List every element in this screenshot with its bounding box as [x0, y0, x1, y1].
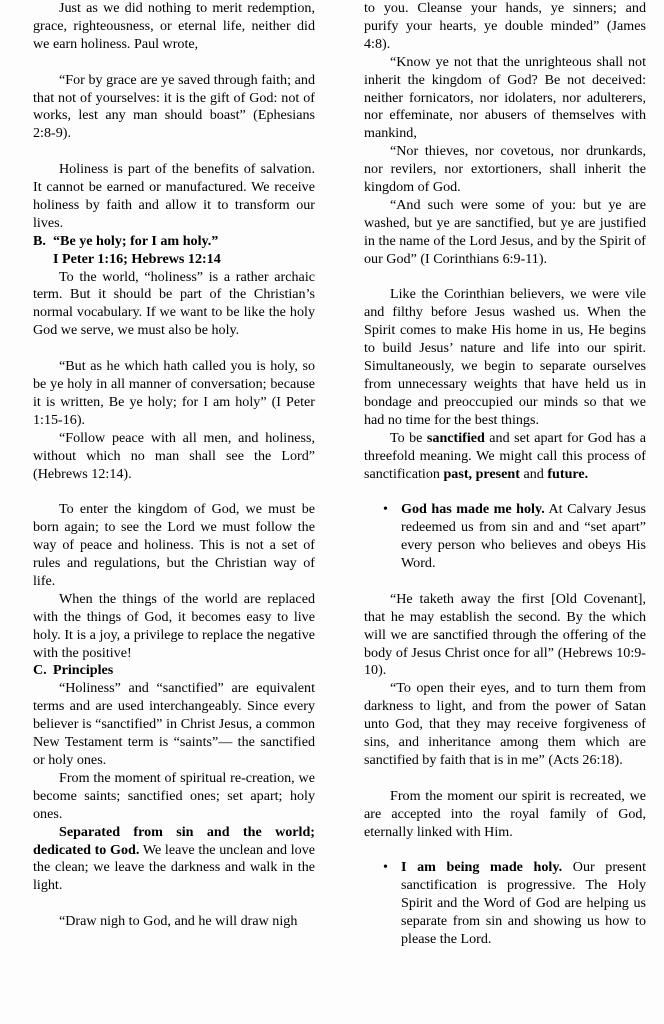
bullet-bold-lead: I am being made holy.	[401, 859, 563, 876]
heading-c-marker: C.	[33, 662, 47, 679]
heading-b-title-row	[33, 232, 315, 251]
text-run: and set apart for God has a threefold meaning. We might call this process of sanctification	[364, 429, 646, 482]
left-text-column	[33, 0, 315, 931]
bullet-bold-lead: God has made me holy.	[401, 501, 545, 518]
paragraph-rest: We leave the unclean and love the clean; we leave the darkness and walk in the light.	[33, 841, 315, 894]
scripture-quote: “But as he which hath called you is holy, so be ye holy in all manner of conversation; because it is written, Be ye holy; for I am holy” (I Peter 1:15-16).	[33, 358, 315, 428]
scripture-quote: “To open their eyes, and to turn them from darkness to light, and from the power of Satan unto God, that they may receive forgiveness of sins, and inheritance among them which are sanctified by faith that is in me” (Acts 26:18).	[364, 680, 646, 769]
heading-c-title-row	[33, 662, 315, 680]
scripture-quote: “And such were some of you: but ye are washed, but ye are sanctified, but ye are justified in the name of the Lord Jesus, and by the Spirit of our God” (I Corinthians 6:9-11).	[364, 196, 646, 267]
paragraph: Just as we did nothing to merit redemption, grace, righteousness, or eternal life, neither did we earn holiness. Paul wrote,	[33, 0, 315, 52]
section-heading-c	[33, 662, 315, 680]
scripture-quote: “He taketh away the first [Old Covenant], that he may establish the second. By the which will we are sanctified through the offering of the body of Jesus Christ once for all” (Hebrews 10:9-10).	[364, 590, 646, 679]
scripture-quote: “For by grace are ye saved through faith; and that not of yourselves: it is the gift of God: not of works, lest any man should boast” (Ephesians 2:8-9).	[33, 71, 315, 142]
scripture-quote: “Follow peace with all men, and holiness, without which no man shall see the Lord” (Hebrews 12:14).	[33, 429, 315, 482]
paragraph: To the world, “holiness” is a rather archaic term. But it should be part of the Christian’s normal vocabulary. If we want to be like the holy God we serve, we must also be holy.	[33, 268, 315, 339]
bullet-list-item	[383, 859, 647, 949]
bold-run-sanctified: sanctified	[426, 429, 485, 446]
heading-b-subtitle: I Peter 1:16; Hebrews 12:14	[53, 250, 221, 267]
paragraph: Holiness is part of the benefits of salvation. It cannot be earned or manufactured. We receive holiness by faith and allow it to transform our lives.	[33, 161, 315, 231]
paragraph: From the moment our spirit is recreated, we are accepted into the royal family of God, eternally linked with Him.	[364, 787, 646, 840]
bullet-text: Our present sanctification is progressive. The Holy Spirit and the Word of God are helping us separate from sin and showing us how to please the Lord.	[401, 859, 647, 948]
right-text-column	[364, 0, 646, 949]
heading-b-marker: B.	[33, 232, 46, 249]
text-run: and	[519, 465, 548, 482]
heading-c-title: Principles	[53, 662, 114, 679]
bullet-list-item	[383, 501, 647, 573]
bullet-point-icon: •	[383, 859, 388, 876]
text-run: To be	[390, 429, 427, 446]
scripture-quote-continued: to you. Cleanse your hands, ye sinners; and purify your hearts, ye double minded” (James 4:8).	[364, 0, 646, 52]
bold-run-past-present: past, present	[443, 465, 520, 482]
paragraph: When the things of the world are replaced with the things of God, it becomes easy to live holy. It is a joy, a privilege to replace the negative with the positive!	[33, 590, 315, 661]
heading-b-title: “Be ye holy; for I am holy.”	[53, 232, 219, 249]
paragraph: To enter the kingdom of God, we must be born again; to see the Lord we must follow the way of peace and holiness. This is not a set of rules and regulations, but the Christian way of life.	[33, 501, 315, 589]
section-heading-b	[33, 232, 315, 269]
scripture-quote-continues-right: “Draw nigh to God, and he will draw nigh	[59, 913, 298, 930]
bold-lead-separated: Separated from sin and the world; dedicated to God.	[33, 823, 315, 858]
paragraph-with-bold-lead	[33, 824, 315, 896]
paragraph-with-bold-runs	[364, 430, 646, 484]
bullet-point-icon: •	[383, 501, 388, 518]
paragraph: “Holiness” and “sanctified” are equivalent terms and are used interchangeably. Since every believer is “sanctified” in Christ Jesus, a common New Testament term is “saints”— the sanctified or holy ones.	[33, 680, 315, 768]
scripture-quote: “Nor thieves, nor covetous, nor drunkards, nor revilers, nor extortioners, shall inherit the kingdom of God.	[364, 143, 646, 196]
scripture-quote: “Know ye not that the unrighteous shall not inherit the kingdom of God? Be not deceived: neither fornicators, nor idolaters, nor adulterers, nor effeminate, nor abusers of themselves with mankind,	[364, 53, 646, 142]
paragraph: From the moment of spiritual re-creation, we become saints; sanctified ones; set apart; holy ones.	[33, 769, 315, 822]
bold-run-future: future.	[547, 465, 589, 482]
paragraph: Like the Corinthian believers, we were vile and filthy before Jesus washed us. When the Spirit comes to make His home in us, He begins to build Jesus’ nature and life into our spirit. Simultaneously, we begin to separate ourselves from unnecessary weights that have held us in bondage and preoccupied our minds so that we had no time for the best things.	[364, 286, 646, 428]
bullet-text: At Calvary Jesus redeemed us from sin and and “set apart” every person who believes and obeys His Word.	[401, 501, 647, 572]
